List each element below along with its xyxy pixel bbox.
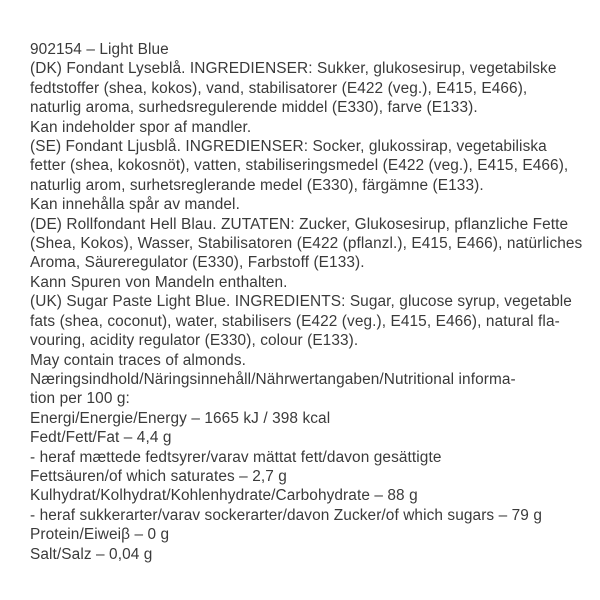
uk-ingredients-line-3: vouring, acidity regulator (E330), colour (E133). bbox=[30, 332, 359, 350]
nutrition-heading-line-2: tion per 100 g: bbox=[30, 390, 130, 408]
ingredient-label bbox=[30, 40, 590, 564]
se-allergy-note: Kan innehålla spår av mandel. bbox=[30, 196, 240, 214]
uk-ingredients-line-2: fats (shea, coconut), water, stabilisers (E422 (veg.), E415, E466), natural fla- bbox=[30, 312, 560, 330]
nutrition-carbohydrate: Kulhydrat/Kolhydrat/Kohlenhydrate/Carbohydrate – 88 g bbox=[30, 487, 418, 505]
dk-allergy-note: Kan indeholder spor af mandler. bbox=[30, 118, 252, 136]
de-ingredients-line-1: (DE) Rollfondant Hell Blau. ZUTATEN: Zucker, Glukosesirup, pflanzliche Fette bbox=[30, 215, 569, 233]
se-ingredients-line-3: naturlig arom, surhetsreglerande medel (E330), färgämne (E133). bbox=[30, 176, 484, 194]
nutrition-heading-line-1: Næringsindhold/Näringsinnehåll/Nährwertangaben/Nutritional informa- bbox=[30, 370, 516, 388]
product-code-title: 902154 – Light Blue bbox=[30, 41, 169, 58]
nutrition-saturates-line-2: Fettsäuren/of which saturates – 2,7 g bbox=[30, 467, 287, 485]
nutrition-energy: Energi/Energie/Energy – 1665 kJ / 398 kcal bbox=[30, 409, 331, 427]
nutrition-fat: Fedt/Fett/Fat – 4,4 g bbox=[30, 429, 172, 447]
nutrition-saturates-line-1: - heraf mættede fedtsyrer/varav mättat fett/davon gesättigte bbox=[30, 448, 442, 466]
nutrition-sugars: - heraf sukkerarter/varav sockerarter/davon Zucker/of which sugars – 79 g bbox=[30, 506, 542, 524]
de-ingredients-line-3: Aroma, Säureregulator (E330), Farbstoff (E133). bbox=[30, 254, 365, 272]
uk-ingredients-line-1: (UK) Sugar Paste Light Blue. INGREDIENTS: Sugar, glucose syrup, vegetable bbox=[30, 293, 572, 311]
dk-ingredients-line-2: fedtstoffer (shea, kokos), vand, stabilisatorer (E422 (veg.), E415, E466), bbox=[30, 79, 528, 97]
nutrition-protein: Protein/Eiweiβ – 0 g bbox=[30, 526, 170, 544]
uk-allergy-note: May contain traces of almonds. bbox=[30, 351, 247, 369]
dk-ingredients-line-3: naturlig aroma, surhedsregulerende middel (E330), farve (E133). bbox=[30, 99, 478, 117]
dk-ingredients-line-1: (DK) Fondant Lyseblå. INGREDIENSER: Sukker, glukosesirup, vegetabilske bbox=[30, 60, 557, 78]
nutrition-salt: Salt/Salz – 0,04 g bbox=[30, 545, 153, 563]
se-ingredients-line-1: (SE) Fondant Ljusblå. INGREDIENSER: Socker, glukossirap, vegetabiliska bbox=[30, 138, 547, 156]
se-ingredients-line-2: fetter (shea, kokosnöt), vatten, stabiliseringsmedel (E422 (veg.), E415, E466), bbox=[30, 157, 569, 175]
de-allergy-note: Kann Spuren von Mandeln enthalten. bbox=[30, 273, 288, 291]
de-ingredients-line-2: (Shea, Kokos), Wasser, Stabilisatoren (E422 (pflanzl.), E415, E466), natürliches bbox=[30, 235, 583, 253]
